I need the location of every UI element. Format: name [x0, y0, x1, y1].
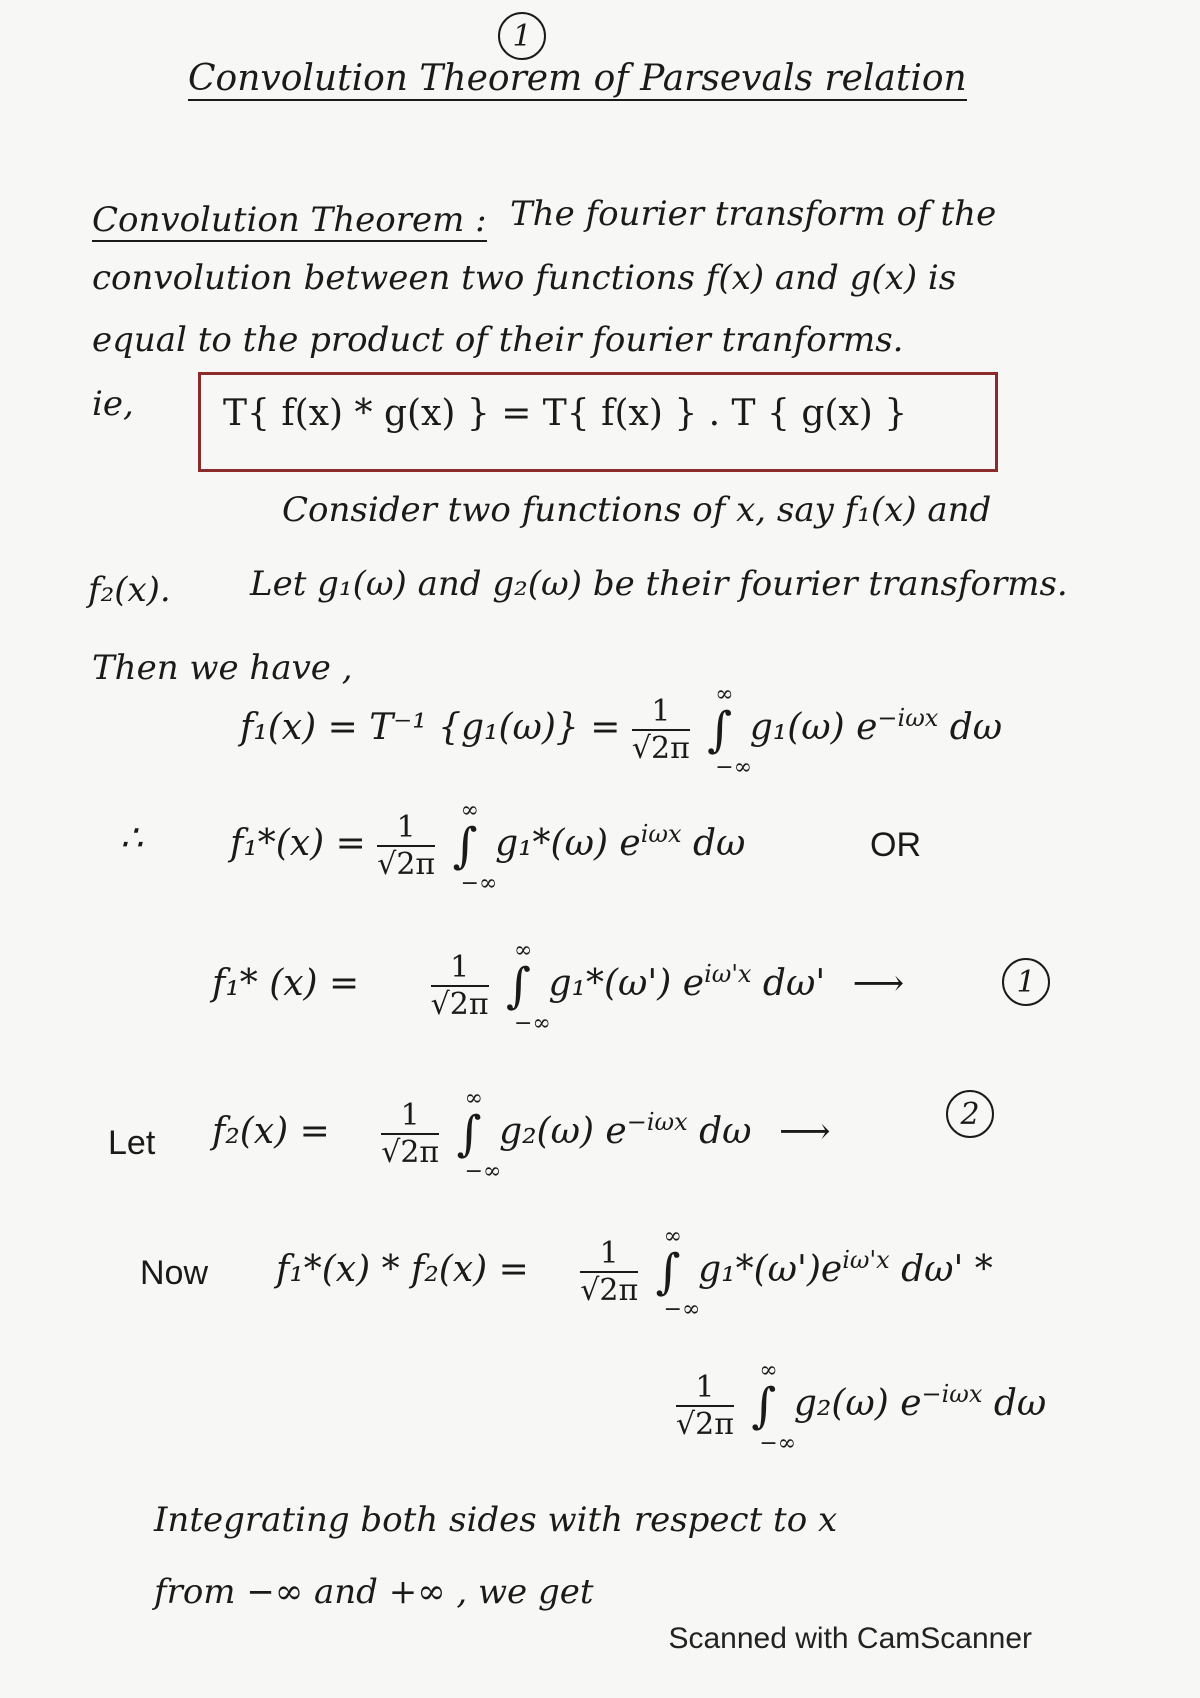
eq2-dw: dω [692, 823, 746, 864]
eq3-exponent: iω'x [704, 960, 752, 988]
eq6-integral: ∫ ∞ −∞ [751, 1358, 797, 1456]
eq1-mid: T⁻¹ {g₁(ω)} = [369, 707, 621, 748]
boxed-equation [198, 372, 998, 472]
boxed-equation-text: T{ f(x) * g(x) } = T{ f(x) } . T { g(x) } [223, 393, 908, 434]
equation-3 [212, 938, 905, 1036]
equation-1 [240, 682, 1003, 780]
eq2-exponent: iωx [640, 820, 682, 848]
therefore-symbol: ∴ [120, 818, 143, 859]
eq2-fraction: $\frac{1}{√2\pi}$ [377, 810, 436, 882]
eq6-integrand: g₂(ω) e [793, 1383, 922, 1424]
ie-label: ie, [92, 384, 134, 424]
section-heading: Convolution Theorem : [92, 200, 487, 240]
eq2-lhs: f₁*(x) = [230, 823, 366, 864]
eq4-exponent: −iωx [626, 1108, 688, 1136]
eq5-exponent: iω'x [842, 1246, 890, 1274]
eq5-lhs: f₁*(x) * f₂(x) = [276, 1249, 529, 1290]
now-label: Now [140, 1254, 209, 1292]
eq6-fraction: $\frac{1}{√2\pi}$ [676, 1370, 734, 1442]
equation-6 [676, 1358, 1047, 1456]
let-label: Let [108, 1124, 156, 1162]
consider-line-2a: f₂(x). [88, 570, 171, 610]
eq1-fraction: $\frac{1}{√2\pi}$ [631, 694, 690, 766]
eq2-integral: ∫ ∞ −∞ [452, 798, 498, 896]
consider-line-1: Consider two functions of x, say f₁(x) and [282, 490, 992, 530]
eq6-dw: dω [993, 1383, 1047, 1424]
eq3-integral: ∫ ∞ −∞ [506, 938, 551, 1036]
eq4-dw: dω [699, 1111, 752, 1152]
eq3-lhs: f₁* (x) = [212, 963, 360, 1004]
eq4-fraction: $\frac{1}{√2\pi}$ [381, 1098, 440, 1170]
equation-marker-2: 2 [946, 1090, 994, 1138]
consider-line-2b: Let g₁(ω) and g₂(ω) be their fourier transforms. [250, 564, 1068, 604]
eq1-integrand: g₁(ω) e [749, 707, 878, 748]
right-arrow-icon-2: ⟶ [778, 1111, 831, 1152]
eq5-integral: ∫ ∞ −∞ [655, 1224, 701, 1322]
eq1-exponent: −iωx [877, 704, 939, 732]
right-arrow-icon: ⟶ [852, 963, 905, 1004]
eq1-dw: dω [949, 707, 1003, 748]
then-we-have: Then we have , [92, 648, 353, 688]
eq5-fraction: $\frac{1}{√2\pi}$ [580, 1236, 639, 1308]
paragraph-line-3: equal to the product of their fourier tranforms. [92, 320, 904, 360]
eq2-integrand: g₁*(ω) e [495, 823, 641, 864]
eq1-integral: ∫ ∞ −∞ [707, 682, 753, 780]
eq3-integrand: g₁*(ω') e [548, 963, 705, 1004]
eq5-dw: dω' * [901, 1249, 993, 1290]
scanner-watermark: Scanned with CamScanner [668, 1622, 1032, 1655]
page-number: 1 [498, 12, 546, 60]
eq3-dw: dω' [762, 963, 826, 1004]
equation-4 [212, 1086, 831, 1184]
eq5-integrand: g₁*(ω')e [698, 1249, 843, 1290]
equation-marker-1: 1 [1002, 958, 1050, 1006]
eq4-integral: ∫ ∞ −∞ [456, 1086, 502, 1184]
equation-5 [276, 1224, 993, 1322]
eq4-lhs: f₂(x) = [212, 1111, 330, 1152]
page-title: Convolution Theorem of Parsevals relation [188, 58, 967, 99]
eq6-exponent: −iωx [921, 1380, 983, 1408]
eq1-lhs: f₁(x) = [240, 707, 358, 748]
paragraph-line-1: The fourier transform of the [510, 194, 997, 234]
integrating-line-1: Integrating both sides with respect to x [154, 1500, 838, 1540]
eq4-integrand: g₂(ω) e [499, 1111, 627, 1152]
or-label: OR [870, 826, 921, 864]
equation-2 [230, 798, 746, 896]
paragraph-line-2: convolution between two functions f(x) and g(x) is [92, 258, 957, 298]
integrating-line-2: from −∞ and +∞ , we get [154, 1572, 594, 1612]
eq3-fraction: $\frac{1}{√2\pi}$ [430, 950, 489, 1022]
